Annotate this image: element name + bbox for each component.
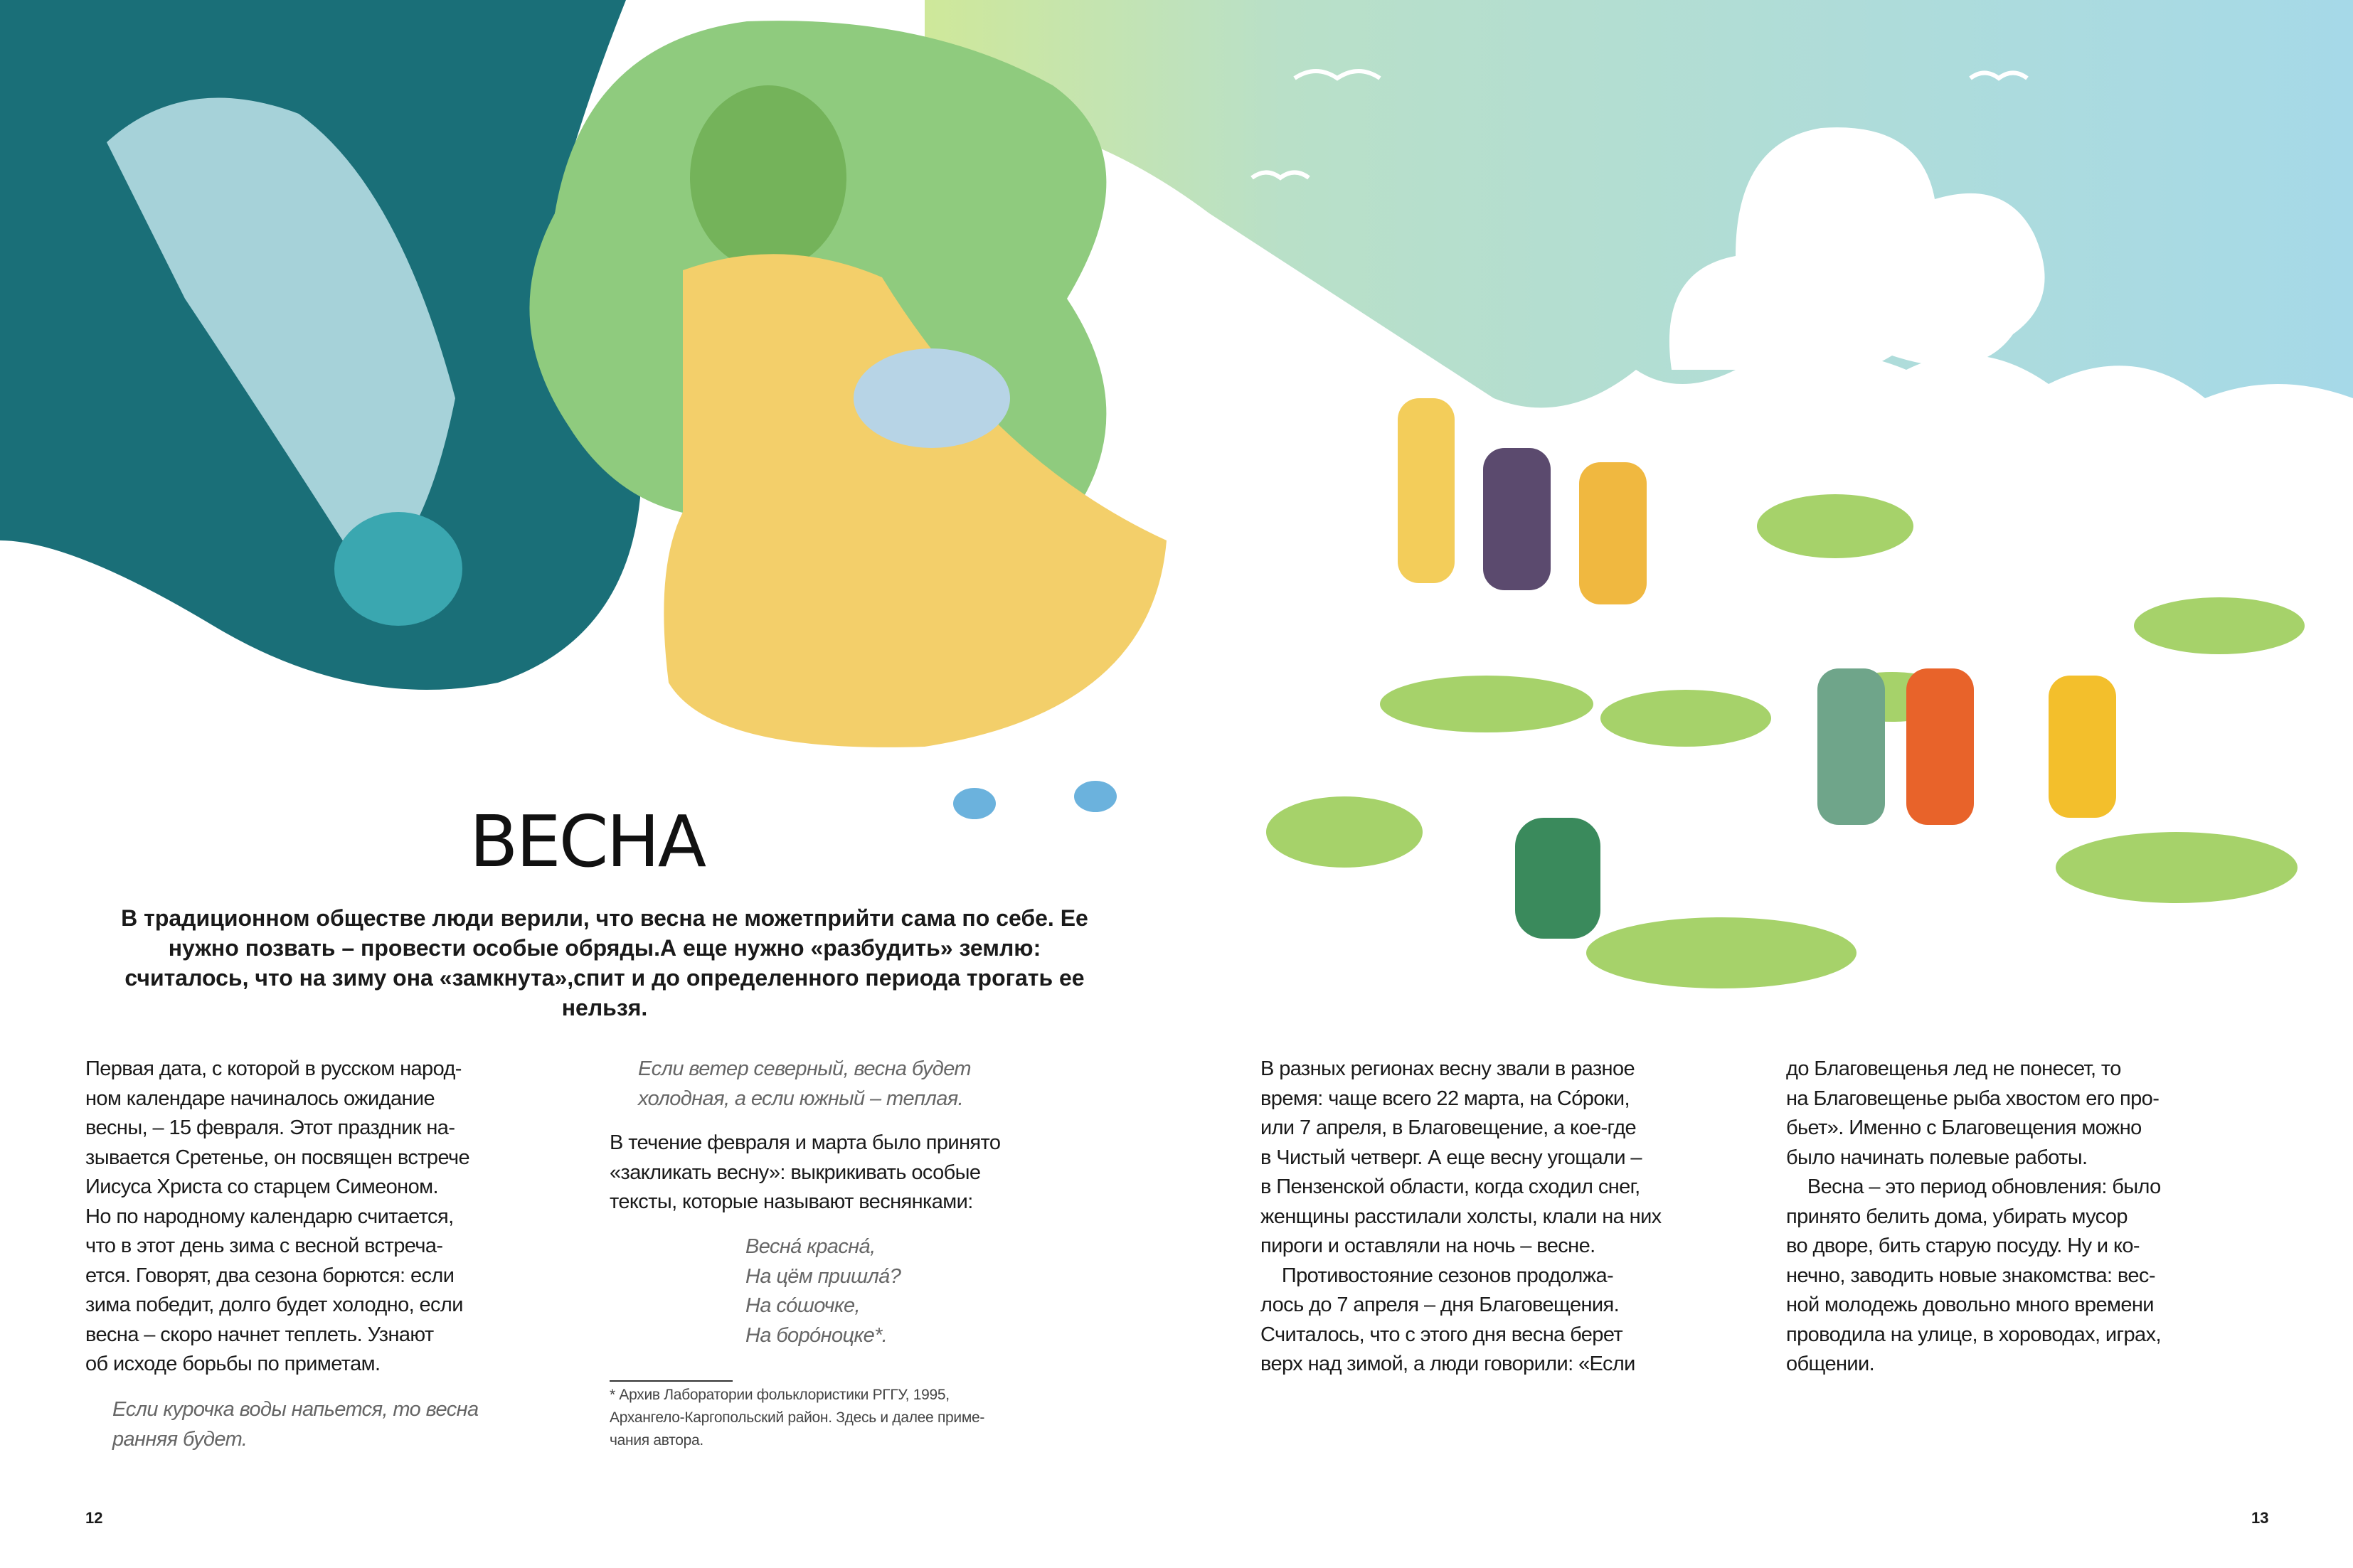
winter-face bbox=[334, 512, 462, 626]
text-line: женщины расстилали холсты, клали на них bbox=[1260, 1205, 1662, 1228]
text-line: ной молодежь довольно много времени bbox=[1786, 1294, 2154, 1316]
text-line: Весна – это период обновления: было bbox=[1786, 1175, 2161, 1198]
text-line: ранняя будет. bbox=[112, 1427, 248, 1451]
text-line: Иисуса Христа со старцем Симеоном. bbox=[85, 1175, 438, 1198]
text-line: принято белить дома, убирать мусор bbox=[1786, 1205, 2128, 1228]
page-number-left: 12 bbox=[85, 1509, 103, 1527]
text-line: На цём пришла́? bbox=[745, 1264, 901, 1288]
text-line: Но по народному календарю считается, bbox=[85, 1205, 454, 1228]
text-line: * Архив Лаборатории фольклористики РГГУ, 1995, bbox=[610, 1387, 950, 1403]
hen bbox=[854, 348, 1010, 448]
text-line: Если ветер северный, весна будет bbox=[638, 1057, 971, 1080]
text-line: На боро́ноцке*. bbox=[745, 1323, 888, 1347]
column-2-proverb bbox=[638, 1055, 1136, 1114]
text-line: В течение февраля и марта было принято bbox=[610, 1131, 1001, 1154]
text-line: Первая дата, с которой в русском народ- bbox=[85, 1057, 462, 1080]
column-4-text bbox=[1786, 1055, 2305, 1380]
column-3-text bbox=[1260, 1055, 1765, 1380]
text-line: проводила на улице, в хороводах, играх, bbox=[1786, 1323, 2161, 1346]
text-line: верх над зимой, а люди говорили: «Если bbox=[1260, 1353, 1635, 1375]
text-line: было начинать полевые работы. bbox=[1786, 1146, 2088, 1169]
text-line: бьет». Именно с Благовещения можно bbox=[1786, 1116, 2142, 1139]
spring-dress bbox=[664, 254, 1167, 747]
text-line: весны, – 15 февраля. Этот праздник на- bbox=[85, 1116, 455, 1139]
text-line: лось до 7 апреля – дня Благовещения. bbox=[1260, 1294, 1620, 1316]
page-title: ВЕСНА bbox=[469, 800, 705, 883]
text-line: или 7 апреля, в Благовещение, а кое-где bbox=[1260, 1116, 1637, 1139]
poem-vesnyanka bbox=[745, 1232, 1236, 1350]
text-line: Если курочка воды напьется, то весна bbox=[112, 1398, 479, 1421]
text-line: в Чистый четверг. А еще весну угощали – bbox=[1260, 1146, 1642, 1169]
text-line: что в этот день зима с весной встреча- bbox=[85, 1234, 443, 1257]
text-line: во дворе, бить старую посуду. Ну и ко- bbox=[1786, 1234, 2140, 1257]
text-line: спит и до определенного периода трогать ее нельзя. bbox=[561, 965, 1085, 1020]
spring-face bbox=[690, 85, 846, 270]
children bbox=[1398, 398, 2116, 939]
bird bbox=[1074, 781, 1117, 812]
text-line: прийти сама по себе. Ее нужно позвать – провести особые обряды. bbox=[168, 905, 1088, 961]
text-line: Противостояние сезонов продолжа- bbox=[1260, 1264, 1614, 1287]
text-line: зывается Сретенье, он посвящен встрече bbox=[85, 1146, 470, 1169]
text-line: зима победит, долго будет холодно, если bbox=[85, 1294, 463, 1316]
text-line: в Пензенской области, когда сходил снег, bbox=[1260, 1175, 1640, 1198]
text-line: время: чаще всего 22 марта, на Со́роки, bbox=[1260, 1087, 1630, 1110]
bird bbox=[953, 788, 996, 819]
footnote-rule bbox=[610, 1380, 733, 1382]
text-line: холодная, а если южный – теплая. bbox=[638, 1087, 964, 1110]
text-line: ется. Говорят, два сезона борются: если bbox=[85, 1264, 455, 1287]
text-line: Считалось, что с этого дня весна берет bbox=[1260, 1323, 1623, 1346]
text-line: В разных регионах весну звали в разное bbox=[1260, 1057, 1635, 1080]
text-line: пироги и оставляли на ночь – весне. bbox=[1260, 1234, 1595, 1257]
column-1-proverb bbox=[112, 1395, 603, 1454]
text-line: до Благовещенья лед не понесет, то bbox=[1786, 1057, 2121, 1080]
text-line: ном календаре начиналось ожидание bbox=[85, 1087, 435, 1110]
page-number-right: 13 bbox=[2251, 1509, 2269, 1527]
text-line: «закликать весну»: выкрикивать особые bbox=[610, 1161, 981, 1184]
text-line: Архангело-Каргопольский район. Здесь и далее приме- bbox=[610, 1409, 985, 1426]
sky-background bbox=[925, 0, 2353, 407]
text-line: тексты, которые называют веснянками: bbox=[610, 1190, 973, 1213]
text-line: об исходе борьбы по приметам. bbox=[85, 1353, 381, 1375]
text-line: нечно, заводить новые знакомства: вес- bbox=[1786, 1264, 2155, 1287]
text-line: чания автора. bbox=[610, 1432, 703, 1449]
text-line: общении. bbox=[1786, 1353, 1875, 1375]
text-line: весна – скоро начнет теплеть. Узнают bbox=[85, 1323, 434, 1346]
column-2-text bbox=[610, 1129, 1108, 1217]
text-line: На со́шочке, bbox=[745, 1294, 860, 1317]
footnote bbox=[610, 1384, 1108, 1452]
lead-paragraph bbox=[107, 903, 1103, 1023]
text-line: на Благовещенье рыба хвостом его про- bbox=[1786, 1087, 2160, 1110]
text-line: А еще нужно «разбудить» землю: считалось, что на зиму она «замкнута», bbox=[124, 935, 1041, 991]
column-1-text bbox=[85, 1055, 576, 1380]
text-line: В традиционном обществе люди верили, что весна не может bbox=[121, 905, 814, 931]
text-line: Весна́ красна́, bbox=[745, 1235, 876, 1258]
